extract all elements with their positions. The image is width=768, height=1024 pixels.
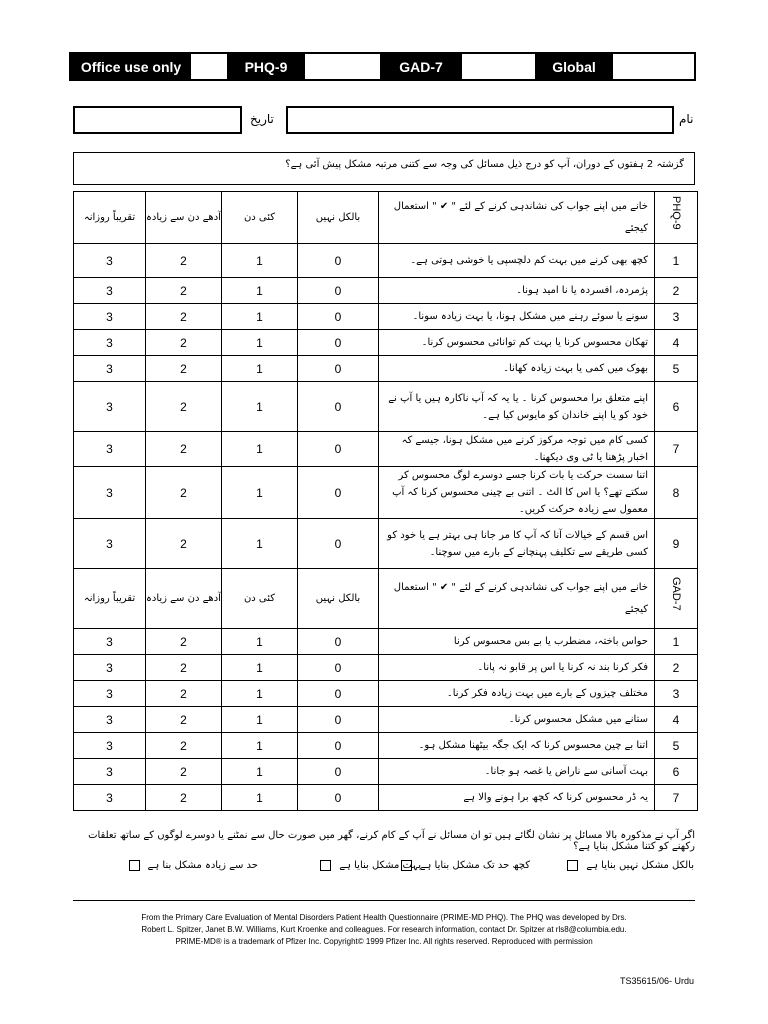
item-text: بہت آسانی سے ناراض یا غصہ ہو جانا۔ [379, 759, 655, 785]
footer-divider [73, 900, 695, 901]
item-text: ستانے میں مشکل محسوس کرنا۔ [379, 707, 655, 733]
col-not-at-all: بالکل نہیں [298, 569, 379, 629]
score-several-days[interactable]: 1 [222, 785, 298, 811]
item-text: کچھ بھی کرنے میں بہت کم دلچسپی یا خوشی ہوتی ہے۔ [379, 244, 655, 278]
score-more-than-half[interactable]: 2 [146, 655, 222, 681]
item-text: سونے یا سوئے رہنے میں مشکل ہونا، یا بہت زیادہ سونا۔ [379, 304, 655, 330]
gad7-score-box[interactable] [462, 54, 535, 79]
table-row [74, 244, 698, 278]
footer-line: Robert L. Spitzer, Janet B.W. Williams, Kurt Kroenke and colleagues. For research information, contact Dr. Spitzer at rls8@columbia.edu. [141, 925, 627, 934]
score-not-at-all[interactable]: 0 [298, 759, 379, 785]
col-not-at-all: بالکل نہیں [298, 192, 379, 244]
item-text: مختلف چیزوں کے بارے میں بہت زیادہ فکر کرنا۔ [379, 681, 655, 707]
gad7-section-label: GAD-7 [670, 577, 682, 611]
score-several-days[interactable]: 1 [222, 519, 298, 569]
item-text: یہ ڈر محسوس کرنا کہ کچھ برا ہونے والا ہے [379, 785, 655, 811]
score-not-at-all[interactable]: 0 [298, 681, 379, 707]
footer-line: PRIME-MD® is a trademark of Pfizer Inc. Copyright© 1999 Pfizer Inc. All rights reserved. Reproduced with permission [175, 937, 593, 946]
checkbox-icon[interactable] [129, 860, 140, 871]
score-more-than-half[interactable]: 2 [146, 629, 222, 655]
score-nearly-every-day[interactable]: 3 [74, 244, 146, 278]
table-row [74, 330, 698, 356]
item-text: تھکان محسوس کرنا یا بہت کم توانائی محسوس کرنا۔ [379, 330, 655, 356]
score-several-days[interactable]: 1 [222, 681, 298, 707]
score-more-than-half[interactable]: 2 [146, 707, 222, 733]
table-row [74, 681, 698, 707]
form-code: TS35615/06- Urdu [619, 976, 694, 986]
score-nearly-every-day[interactable]: 3 [74, 330, 146, 356]
item-number: 7 [655, 785, 698, 811]
score-not-at-all[interactable]: 0 [298, 733, 379, 759]
score-more-than-half[interactable]: 2 [146, 733, 222, 759]
score-more-than-half[interactable]: 2 [146, 330, 222, 356]
intro-question: گزشتہ 2 ہفتوں کے دوران، آپ کو درج ذیل مسائل کی وجہ سے کتنی مرتبہ مشکل پیش آئی ہے؟ [73, 152, 695, 185]
score-more-than-half[interactable]: 2 [146, 278, 222, 304]
item-text: اتنا بے چین محسوس کرنا کہ ایک جگہ بیٹھنا مشکل ہو۔ [379, 733, 655, 759]
questionnaire-table [73, 191, 698, 811]
name-label: نام [679, 112, 694, 126]
score-nearly-every-day[interactable]: 3 [74, 785, 146, 811]
score-more-than-half[interactable]: 2 [146, 681, 222, 707]
score-not-at-all[interactable]: 0 [298, 629, 379, 655]
score-not-at-all[interactable]: 0 [298, 467, 379, 519]
office-use-box[interactable] [191, 54, 227, 79]
table-row [74, 278, 698, 304]
office-use-label: Office use only [71, 54, 191, 79]
table-row [74, 304, 698, 330]
item-text: اس قسم کے خیالات آنا کہ آپ کا مر جانا ہی بہتر ہے یا خود کو کسی طریقے سے تکلیف پہنچانے کے بارے میں سوچنا۔ [379, 519, 655, 569]
table-row [74, 382, 698, 432]
score-more-than-half[interactable]: 2 [146, 519, 222, 569]
col-nearly-every-day: تقریباً روزانہ [74, 569, 146, 629]
score-several-days[interactable]: 1 [222, 304, 298, 330]
col-instruction: خانے میں اپنے جواب کی نشاندہی کرنے کے لئے " ✔ " استعمال کیجئے [379, 569, 655, 629]
score-several-days[interactable]: 1 [222, 330, 298, 356]
score-several-days[interactable]: 1 [222, 278, 298, 304]
phq9-score-label: PHQ-9 [227, 54, 305, 79]
score-several-days[interactable]: 1 [222, 733, 298, 759]
score-several-days[interactable]: 1 [222, 432, 298, 467]
item-number: 9 [655, 519, 698, 569]
item-number: 6 [655, 382, 698, 432]
item-text: پژمردہ، افسردہ یا نا امید ہونا۔ [379, 278, 655, 304]
item-text: اتنا سست حرکت یا بات کرنا جسے دوسرے لوگ محسوس کر سکتے تھے؟ یا اس کا الٹ ۔ اتنی بے چینی محسوس کرنا کہ آپ معمول سے زیادہ حرکت کریں۔ [379, 467, 655, 519]
table-row [74, 519, 698, 569]
score-nearly-every-day[interactable]: 3 [74, 519, 146, 569]
item-text: بھوک میں کمی یا بہت زیادہ کھانا۔ [379, 356, 655, 382]
score-nearly-every-day[interactable]: 3 [74, 733, 146, 759]
item-number: 5 [655, 733, 698, 759]
score-nearly-every-day[interactable]: 3 [74, 304, 146, 330]
checkbox-icon[interactable] [320, 860, 331, 871]
difficulty-option-4[interactable] [129, 860, 258, 871]
item-number: 2 [655, 655, 698, 681]
item-number: 1 [655, 629, 698, 655]
table-row [74, 759, 698, 785]
item-number: 7 [655, 432, 698, 467]
score-nearly-every-day[interactable]: 3 [74, 629, 146, 655]
difficulty-option-3[interactable] [320, 860, 421, 871]
office-use-bar [69, 52, 696, 81]
score-not-at-all[interactable]: 0 [298, 785, 379, 811]
gad7-header-row [74, 569, 698, 629]
score-more-than-half[interactable]: 2 [146, 785, 222, 811]
score-not-at-all[interactable]: 0 [298, 519, 379, 569]
table-row [74, 356, 698, 382]
score-several-days[interactable]: 1 [222, 467, 298, 519]
difficulty-option-label: کچھ حد تک مشکل بنایا ہے [419, 860, 530, 871]
footer-credits [73, 912, 695, 948]
score-nearly-every-day[interactable]: 3 [74, 681, 146, 707]
table-row [74, 629, 698, 655]
score-more-than-half[interactable]: 2 [146, 356, 222, 382]
score-more-than-half[interactable]: 2 [146, 382, 222, 432]
col-more-than-half: آدھے دن سے زیادہ [146, 569, 222, 629]
item-number: 4 [655, 707, 698, 733]
table-row [74, 785, 698, 811]
item-text: اپنے متعلق برا محسوس کرنا ۔ یا یہ کہ آپ ناکارہ ہیں یا آپ نے خود کو یا اپنے خاندان کو مایوس کیا ہے۔ [379, 382, 655, 432]
table-row [74, 467, 698, 519]
phq9-score-box[interactable] [305, 54, 380, 79]
item-number: 4 [655, 330, 698, 356]
score-more-than-half[interactable]: 2 [146, 467, 222, 519]
name-field[interactable] [286, 106, 674, 134]
global-score-box[interactable] [613, 54, 694, 79]
score-nearly-every-day[interactable]: 3 [74, 356, 146, 382]
global-score-label: Global [535, 54, 613, 79]
score-not-at-all[interactable]: 0 [298, 432, 379, 467]
score-several-days[interactable]: 1 [222, 759, 298, 785]
col-instruction: خانے میں اپنے جواب کی نشاندہی کرنے کے لئے " ✔ " استعمال کیجئے [379, 192, 655, 244]
score-not-at-all[interactable]: 0 [298, 330, 379, 356]
score-nearly-every-day[interactable]: 3 [74, 467, 146, 519]
score-several-days[interactable]: 1 [222, 244, 298, 278]
difficulty-option-label: حد سے زیادہ مشکل بنا ہے [147, 860, 258, 871]
score-not-at-all[interactable]: 0 [298, 356, 379, 382]
table-row [74, 707, 698, 733]
score-not-at-all[interactable]: 0 [298, 707, 379, 733]
difficulty-question: اگر آپ نے مذکورہ بالا مسائل پر نشان لگائے ہیں تو ان مسائل نے آپ کے کام کرنے، گھر میں صورت حال سے نمٹنے یا دوسرے لوگوں کے ساتھ تعلقات رکھنے کو کتنا مشکل بنایا ہے؟ [88, 830, 695, 852]
item-number: 3 [655, 681, 698, 707]
table-row [74, 733, 698, 759]
col-nearly-every-day: تقریباً روزانہ [74, 192, 146, 244]
score-several-days[interactable]: 1 [222, 356, 298, 382]
footer-line: From the Primary Care Evaluation of Mental Disorders Patient Health Questionnaire (PRIME-MD PHQ). The PHQ was developed by Drs. [141, 913, 627, 922]
score-nearly-every-day[interactable]: 3 [74, 382, 146, 432]
item-text: کسی کام میں توجہ مرکوز کرنے میں مشکل ہونا، جیسے کہ اخبار پڑھنا یا ٹی وی دیکھنا۔ [379, 432, 655, 467]
difficulty-option-label: بالکل مشکل نہیں بنایا ہے [586, 860, 694, 871]
col-more-than-half: آدھے دن سے زیادہ [146, 192, 222, 244]
score-not-at-all[interactable]: 0 [298, 278, 379, 304]
score-not-at-all[interactable]: 0 [298, 382, 379, 432]
score-nearly-every-day[interactable]: 3 [74, 432, 146, 467]
item-number: 2 [655, 278, 698, 304]
score-nearly-every-day[interactable]: 3 [74, 707, 146, 733]
item-number: 6 [655, 759, 698, 785]
score-several-days[interactable]: 1 [222, 707, 298, 733]
item-text: فکر کرنا بند نہ کرنا یا اس پر قابو نہ پانا۔ [379, 655, 655, 681]
score-several-days[interactable]: 1 [222, 629, 298, 655]
phq9-header-row [74, 192, 698, 244]
score-more-than-half[interactable]: 2 [146, 432, 222, 467]
score-nearly-every-day[interactable]: 3 [74, 655, 146, 681]
table-row [74, 655, 698, 681]
score-more-than-half[interactable]: 2 [146, 759, 222, 785]
score-several-days[interactable]: 1 [222, 382, 298, 432]
score-nearly-every-day[interactable]: 3 [74, 759, 146, 785]
score-not-at-all[interactable]: 0 [298, 244, 379, 278]
score-nearly-every-day[interactable]: 3 [74, 278, 146, 304]
item-number: 5 [655, 356, 698, 382]
difficulty-option-label: بہت مشکل بنایا ہے [339, 860, 421, 871]
item-number: 1 [655, 244, 698, 278]
score-more-than-half[interactable]: 2 [146, 244, 222, 278]
phq9-section-label: PHQ-9 [670, 196, 682, 230]
table-row [74, 432, 698, 467]
difficulty-option-1[interactable] [567, 860, 694, 871]
score-more-than-half[interactable]: 2 [146, 304, 222, 330]
col-several-days: کئی دن [222, 569, 298, 629]
score-several-days[interactable]: 1 [222, 655, 298, 681]
gad7-score-label: GAD-7 [380, 54, 462, 79]
checkbox-icon[interactable] [567, 860, 578, 871]
col-several-days: کئی دن [222, 192, 298, 244]
score-not-at-all[interactable]: 0 [298, 655, 379, 681]
date-field[interactable] [73, 106, 242, 134]
item-number: 3 [655, 304, 698, 330]
item-number: 8 [655, 467, 698, 519]
item-text: حواس باختہ، مضطرب یا بے بس محسوس کرنا [379, 629, 655, 655]
date-label: تاریخ [250, 112, 274, 126]
score-not-at-all[interactable]: 0 [298, 304, 379, 330]
